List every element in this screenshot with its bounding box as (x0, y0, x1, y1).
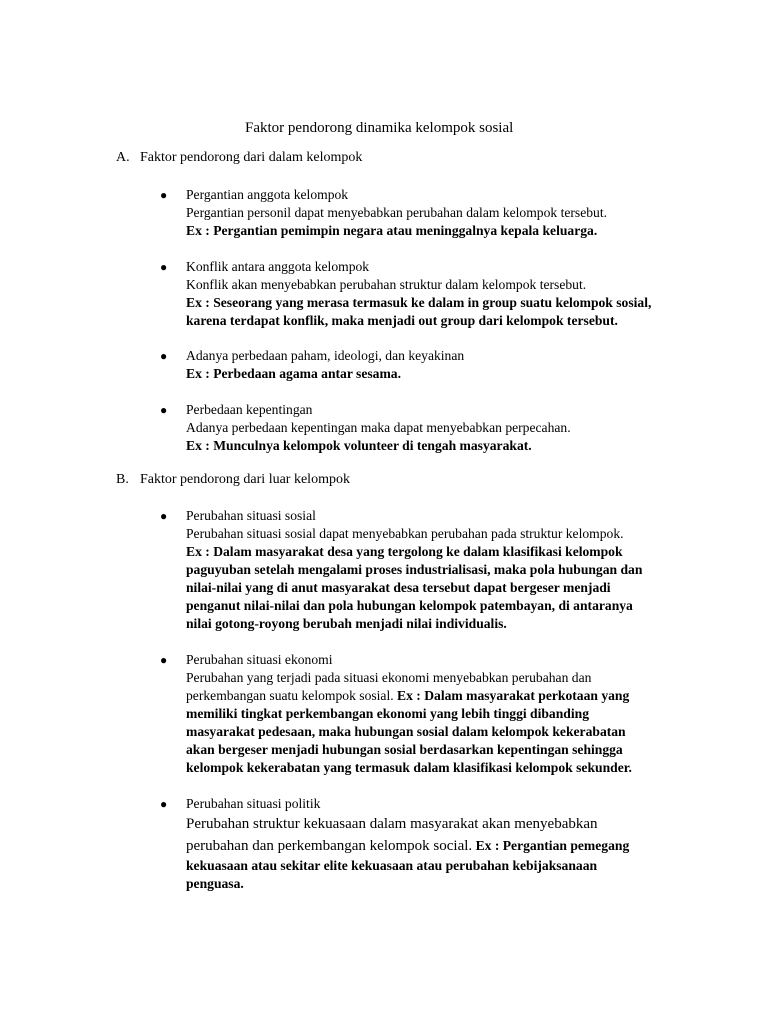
item-heading: Adanya perbedaan paham, ideologi, dan keyakinan (186, 348, 465, 363)
item-heading: Konflik antara anggota kelompok (186, 259, 370, 274)
list-item (160, 651, 690, 777)
item-text: Pergantian personil dapat menyebabkan perubahan dalam kelompok tersebut. (186, 205, 608, 220)
item-text: Perubahan situasi sosial dapat menyebabkan perubahan pada struktur kelompok. (186, 526, 624, 541)
item-example-line: Ex : Dalam masyarakat desa yang tergolong ke dalam klasifikasi kelompok (186, 544, 623, 559)
item-heading: Perbedaan kepentingan (186, 402, 313, 417)
item-text: Perubahan struktur kekuasaan dalam masyarakat akan menyebabkan (186, 816, 598, 832)
list-item (160, 258, 690, 330)
item-example-line: kelompok kekerabatan yang termasuk dalam klasifikasi kelompok sekunder. (186, 760, 632, 775)
bullet-icon: ● (160, 349, 168, 363)
bullet-icon: ● (160, 260, 168, 274)
section-b-label: B. (116, 472, 129, 487)
item-text-mixed (186, 687, 690, 705)
item-text: perkembangan suatu kelompok sosial. (186, 688, 394, 703)
item-example-line: Ex : Seseorang yang merasa termasuk ke dalam in group suatu kelompok sosial, (186, 295, 652, 310)
item-heading: Perubahan situasi sosial (186, 508, 316, 523)
item-example: Ex : Perbedaan agama antar sesama. (186, 366, 401, 381)
item-text: perubahan dan perkembangan kelompok social. (186, 838, 473, 854)
section-b-heading (116, 472, 350, 488)
section-a-title: Faktor pendorong dari dalam kelompok (140, 150, 363, 165)
item-heading: Pergantian anggota kelompok (186, 187, 349, 202)
bullet-icon: ● (160, 797, 168, 811)
item-text: Perubahan yang terjadi pada situasi ekonomi menyebabkan perubahan dan (186, 670, 592, 685)
list-item (160, 347, 690, 383)
list-item (160, 186, 690, 240)
list-item (160, 401, 690, 455)
list-item (160, 795, 690, 893)
bullet-icon: ● (160, 653, 168, 667)
item-example-line: penguasa. (186, 876, 244, 891)
item-example-line: masyarakat pedesaan, maka hubungan sosial dalam kelompok kekerabatan (186, 724, 626, 739)
item-example-line: kekuasaan atau sekitar elite kekuasaan atau perubahan kebijaksanaan (186, 858, 598, 873)
item-example: Ex : Munculnya kelompok volunteer di tengah masyarakat. (186, 438, 532, 453)
item-example-line: memiliki tingkat perkembangan ekonomi yang lebih tinggi dibanding (186, 706, 589, 721)
section-b-title: Faktor pendorong dari luar kelompok (140, 472, 350, 487)
item-example-start: Ex : Pergantian pemegang (475, 838, 630, 853)
item-example-line: nilai-nilai yang di anut masyarakat desa tersebut dapat bergeser menjadi (186, 580, 611, 595)
item-text: Adanya perbedaan kepentingan maka dapat menyebabkan perpecahan. (186, 420, 571, 435)
item-text-mixed (186, 835, 690, 857)
list-item (160, 507, 690, 633)
item-heading: Perubahan situasi politik (186, 796, 321, 811)
item-example-start: Ex : Dalam masyarakat perkotaan yang (397, 688, 630, 703)
item-text: Konflik akan menyebabkan perubahan struktur dalam kelompok tersebut. (186, 277, 587, 292)
item-example-line: karena terdapat konflik, maka menjadi out group dari kelompok tersebut. (186, 313, 618, 328)
item-example-line: paguyuban setelah mengalami proses industrialisasi, maka pola hubungan dan (186, 562, 643, 577)
item-example: Ex : Pergantian pemimpin negara atau meninggalnya kepala keluarga. (186, 223, 598, 238)
item-example-line: nilai gotong-royong berubah menjadi nilai individualis. (186, 616, 507, 631)
section-a-label: A. (116, 150, 130, 165)
item-example-line: penganut nilai-nilai dan pola hubungan kelompok patembayan, di antaranya (186, 598, 633, 613)
section-a-heading (116, 150, 362, 166)
bullet-icon: ● (160, 403, 168, 417)
bullet-icon: ● (160, 509, 168, 523)
item-heading: Perubahan situasi ekonomi (186, 652, 333, 667)
item-example-line: akan bergeser menjadi hubungan sosial berdasarkan kepentingan sehingga (186, 742, 623, 757)
bullet-icon: ● (160, 188, 168, 202)
page-title: Faktor pendorong dinamika kelompok sosial (245, 120, 514, 136)
